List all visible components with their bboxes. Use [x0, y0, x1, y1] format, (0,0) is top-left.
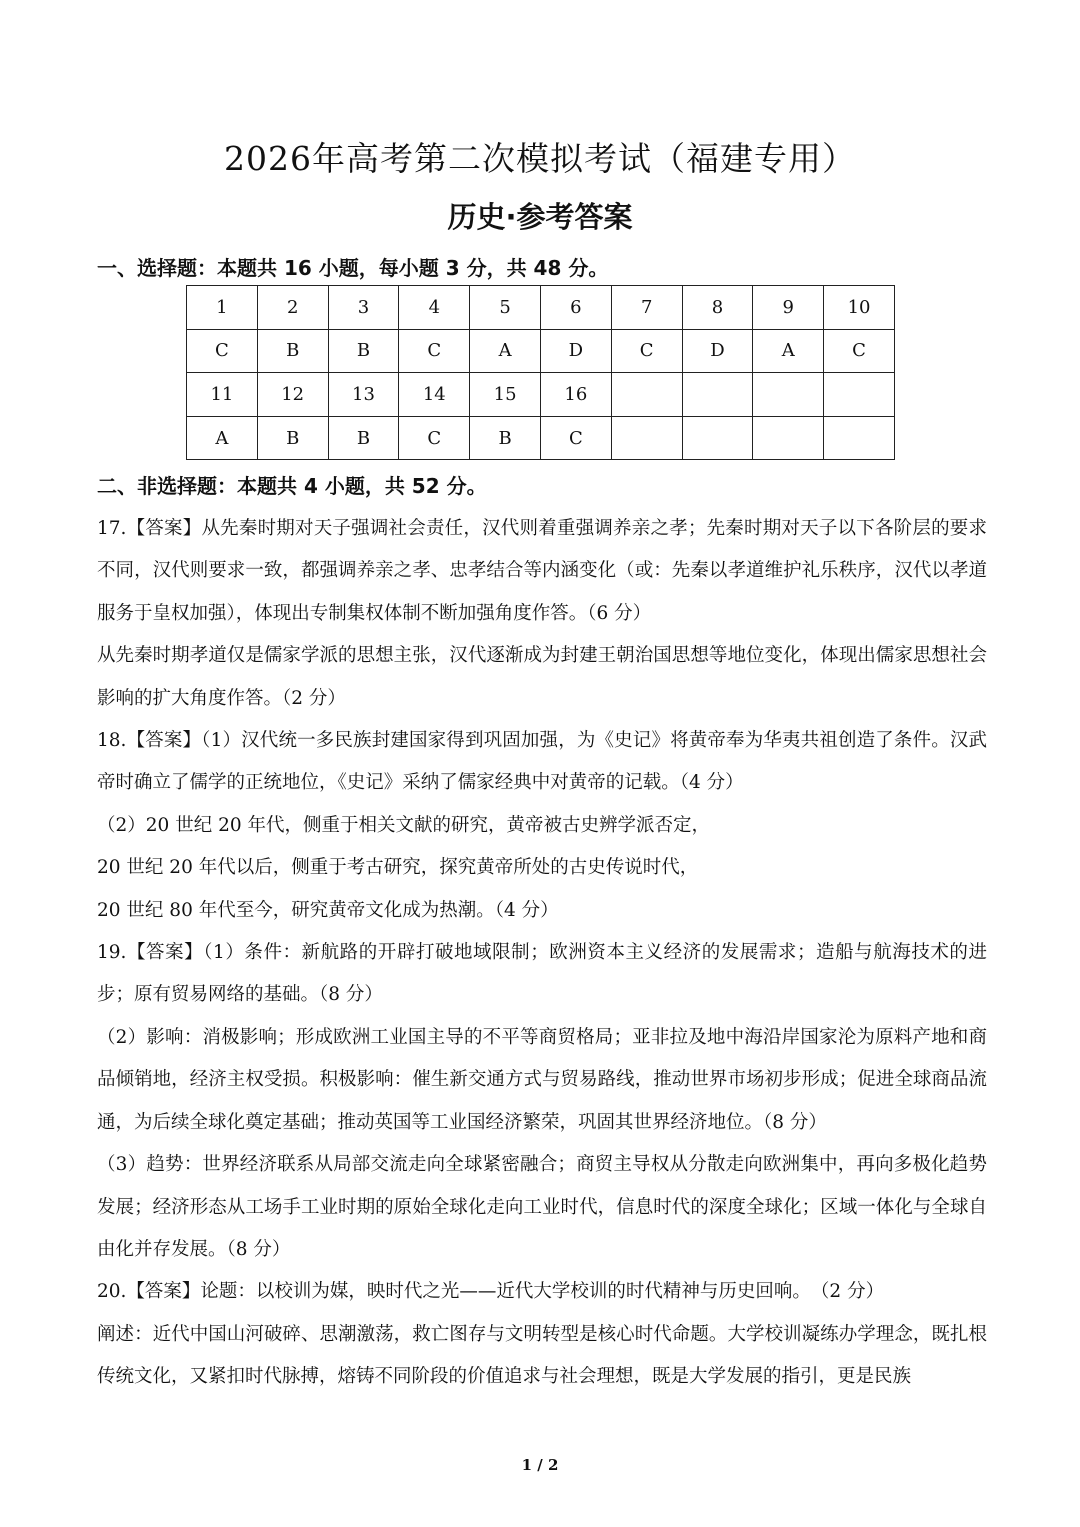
table-cell: 4: [399, 286, 470, 330]
table-cell: [824, 373, 895, 417]
table-cell: C: [399, 329, 470, 373]
table-cell: [753, 373, 824, 417]
table-cell: [611, 373, 682, 417]
table-cell: 10: [824, 286, 895, 330]
section-heading-nonchoice: 二、非选择题：本题共 4 小题，共 52 分。: [97, 474, 487, 498]
table-row: [187, 373, 895, 417]
table-cell: C: [824, 329, 895, 373]
table-cell: 9: [753, 286, 824, 330]
answer-paragraph: （3）趋势：世界经济联系从局部交流走向全球紧密融合；商贸主导权从分散走向欧洲集中，再向多极化趋势发展；经济形态从工场手工业时期的原始全球化走向工业时代，信息时代的深度全球化；区域一体化与全球自由化并存发展。（8 分）: [97, 1154, 987, 1260]
table-cell: 5: [470, 286, 541, 330]
table-cell: A: [470, 329, 541, 373]
table-cell: 16: [540, 373, 611, 417]
answer-paragraph: 19.【答案】（1）条件：新航路的开辟打破地域限制；欧洲资本主义经济的发展需求；造船与航海技术的进步；原有贸易网络的基础。（8 分）: [97, 942, 987, 1006]
table-cell: C: [399, 416, 470, 460]
table-cell: B: [470, 416, 541, 460]
table-row: [187, 286, 895, 330]
answer-paragraph: （2）影响：消极影响；形成欧洲工业国主导的不平等商贸格局；亚非拉及地中海沿岸国家沦为原料产地和商品倾销地，经济主权受损。积极影响：催生新交通方式与贸易路线，推动世界市场初步形成；促进全球商品流通，为后续全球化奠定基础；推动英国等工业国经济繁荣，巩固其世界经济地位。（8 分）: [97, 1026, 987, 1133]
table-cell: [753, 416, 824, 460]
table-cell: 12: [257, 373, 328, 417]
table-cell: 15: [470, 373, 541, 417]
table-cell: [824, 416, 895, 460]
table-cell: 2: [257, 286, 328, 330]
table-cell: C: [611, 329, 682, 373]
table-cell: C: [187, 329, 258, 373]
answer-paragraph: 20 世纪 20 年代以后，侧重于考古研究，探究黄帝所处的古史传说时代，: [97, 857, 699, 879]
table-cell: 1: [187, 286, 258, 330]
answer-paragraph: 17.【答案】从先秦时期对天子强调社会责任，汉代则着重强调养亲之孝；先秦时期对天子以下各阶层的要求不同，汉代则要求一致，都强调养亲之孝、忠孝结合等内涵变化（或：先秦以孝道维护礼乐秩序，汉代以孝道服务于皇权加强），体现出专制集权体制不断加强角度作答。（6 分）: [97, 518, 987, 624]
table-cell: 11: [187, 373, 258, 417]
table-cell: A: [187, 416, 258, 460]
table-row: [187, 416, 895, 460]
answer-table: [186, 285, 895, 460]
table-cell: 14: [399, 373, 470, 417]
answer-paragraph: 20 世纪 80 年代至今，研究黄帝文化成为热潮。（4 分）: [97, 899, 559, 921]
table-cell: D: [682, 329, 753, 373]
table-cell: 13: [328, 373, 399, 417]
table-cell: B: [257, 416, 328, 460]
table-cell: [611, 416, 682, 460]
table-row: [187, 329, 895, 373]
table-cell: 8: [682, 286, 753, 330]
table-cell: A: [753, 329, 824, 373]
section-heading-choice: 一、选择题：本题共 16 小题，每小题 3 分，共 48 分。: [97, 256, 609, 280]
document-subtitle: 历史·参考答案: [447, 200, 633, 234]
table-cell: 3: [328, 286, 399, 330]
table-cell: B: [257, 329, 328, 373]
answer-paragraph: 20.【答案】论题：以校训为媒，映时代之光——近代大学校训的时代精神与历史回响。 （2 分）: [97, 1281, 885, 1303]
table-cell: [682, 373, 753, 417]
table-cell: C: [540, 416, 611, 460]
table-cell: 7: [611, 286, 682, 330]
table-cell: D: [540, 329, 611, 373]
table-cell: B: [328, 329, 399, 373]
answer-paragraph: 阐述：近代中国山河破碎、思潮激荡，救亡图存与文明转型是核心时代命题。大学校训凝练办学理念，既扎根传统文化，又紧扣时代脉搏，熔铸不同阶段的价值追求与社会理想，既是大学发展的指引，更是民族: [97, 1323, 987, 1388]
page-number: 1 / 2: [521, 1456, 559, 1474]
answer-body: [97, 508, 987, 1399]
answer-paragraph: 从先秦时期孝道仅是儒家学派的思想主张，汉代逐渐成为封建王朝治国思想等地位变化，体现出儒家思想社会影响的扩大角度作答。（2 分）: [97, 645, 987, 709]
table-cell: B: [328, 416, 399, 460]
answer-paragraph: 18.【答案】（1）汉代统一多民族封建国家得到巩固加强，为《史记》将黄帝奉为华夷共祖创造了条件。汉武帝时确立了儒学的正统地位，《史记》采纳了儒家经典中对黄帝的记载。（4 分）: [97, 730, 987, 794]
document-title: 2026年高考第二次模拟考试（福建专用）: [224, 139, 856, 178]
table-cell: [682, 416, 753, 460]
answer-paragraph: （2）20 世纪 20 年代，侧重于相关文献的研究，黄帝被古史辨学派否定，: [97, 814, 710, 836]
table-cell: 6: [540, 286, 611, 330]
